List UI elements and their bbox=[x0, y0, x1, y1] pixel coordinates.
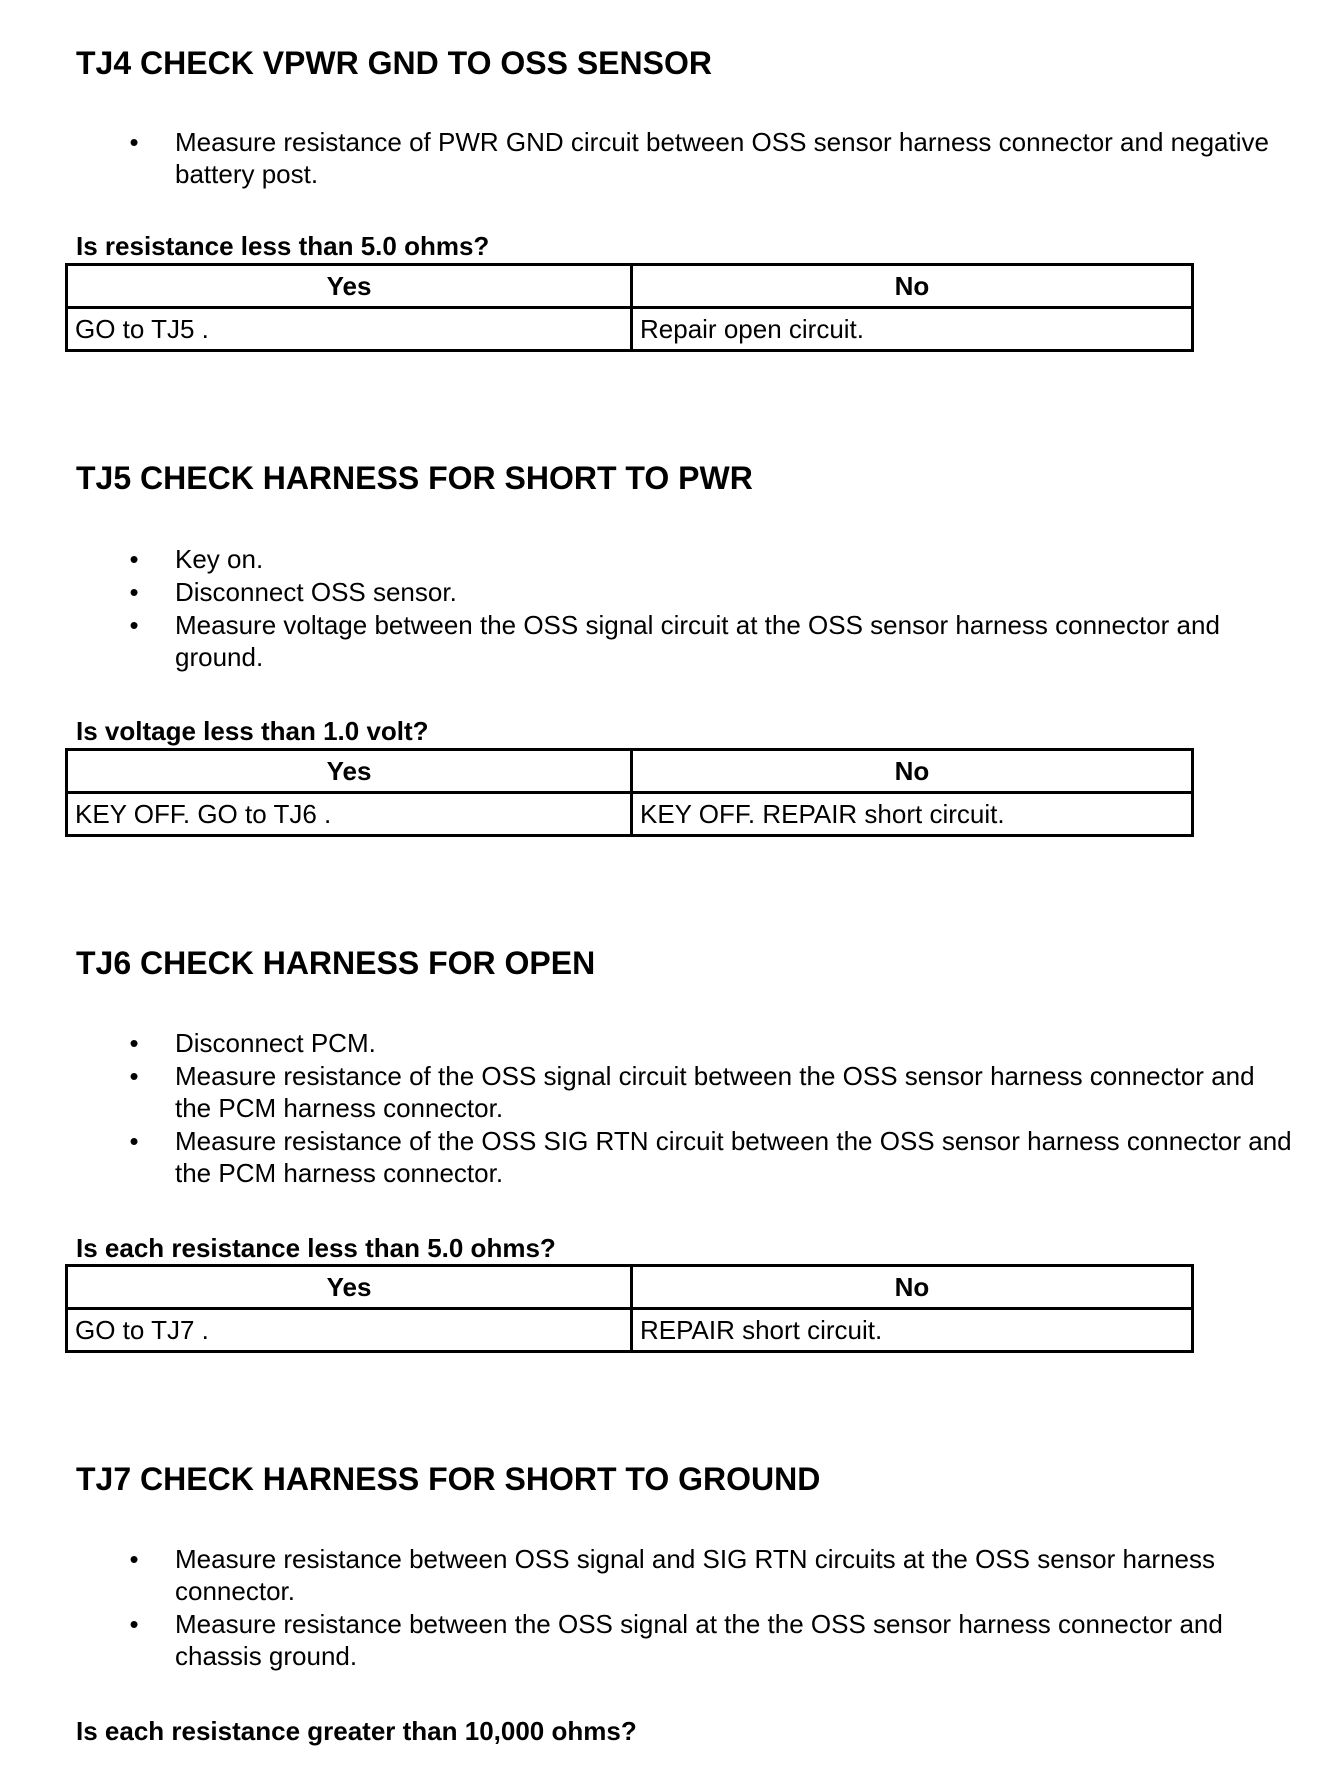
bullet-icon: • bbox=[129, 1061, 139, 1091]
bullet-icon: • bbox=[129, 1609, 139, 1639]
table-header-row bbox=[67, 750, 1193, 793]
bullet-icon: • bbox=[129, 1126, 139, 1156]
table-header-row bbox=[67, 1266, 1193, 1309]
yes-action: KEY OFF. GO to TJ6 . bbox=[67, 793, 632, 836]
steps-list-tj5 bbox=[127, 543, 1297, 674]
no-action: KEY OFF. REPAIR short circuit. bbox=[632, 793, 1193, 836]
step-text: Measure resistance between OSS signal and SIG RTN circuits at the OSS sensor harness connector. bbox=[175, 1544, 1215, 1606]
step-text: Measure voltage between the OSS signal circuit at the OSS sensor harness connector and ground. bbox=[175, 610, 1220, 672]
bullet-icon: • bbox=[129, 610, 139, 640]
section-title-tj6: TJ6 CHECK HARNESS FOR OPEN bbox=[76, 945, 596, 981]
question-tj7: Is each resistance greater than 10,000 ohms? bbox=[76, 1716, 637, 1746]
table-row bbox=[67, 308, 1193, 351]
step-text: Measure resistance of the OSS signal circuit between the OSS sensor harness connector and the PCM harness connector. bbox=[175, 1061, 1255, 1123]
list-item bbox=[127, 1608, 1297, 1672]
bullet-icon: • bbox=[129, 544, 139, 574]
no-header: No bbox=[632, 1266, 1193, 1309]
bullet-icon: • bbox=[129, 577, 139, 607]
question-tj5: Is voltage less than 1.0 volt? bbox=[76, 716, 429, 746]
yes-header: Yes bbox=[67, 750, 632, 793]
bullet-icon: • bbox=[129, 1028, 139, 1058]
answer-table-tj5 bbox=[65, 748, 1194, 837]
section-title-tj5: TJ5 CHECK HARNESS FOR SHORT TO PWR bbox=[76, 460, 753, 496]
list-item bbox=[127, 1125, 1297, 1189]
step-text: Key on. bbox=[175, 544, 264, 574]
list-item bbox=[127, 1027, 1297, 1059]
step-text: Measure resistance of PWR GND circuit between OSS sensor harness connector and negative battery post. bbox=[175, 127, 1269, 189]
yes-action: GO to TJ5 . bbox=[67, 308, 632, 351]
table-row bbox=[67, 1309, 1193, 1352]
list-item bbox=[127, 1543, 1297, 1607]
yes-header: Yes bbox=[67, 1266, 632, 1309]
no-action: Repair open circuit. bbox=[632, 308, 1193, 351]
answer-table-tj4 bbox=[65, 263, 1194, 352]
list-item bbox=[127, 1060, 1297, 1124]
table-header-row bbox=[67, 265, 1193, 308]
no-action: REPAIR short circuit. bbox=[632, 1309, 1193, 1352]
list-item bbox=[127, 609, 1297, 673]
list-item bbox=[127, 126, 1297, 190]
question-tj4: Is resistance less than 5.0 ohms? bbox=[76, 231, 490, 261]
no-header: No bbox=[632, 750, 1193, 793]
list-item bbox=[127, 543, 1297, 575]
yes-action: GO to TJ7 . bbox=[67, 1309, 632, 1352]
list-item bbox=[127, 576, 1297, 608]
steps-list-tj6 bbox=[127, 1027, 1297, 1190]
question-tj6: Is each resistance less than 5.0 ohms? bbox=[76, 1233, 556, 1263]
yes-header: Yes bbox=[67, 265, 632, 308]
table-row bbox=[67, 793, 1193, 836]
bullet-icon: • bbox=[129, 127, 139, 157]
bullet-icon: • bbox=[129, 1544, 139, 1574]
section-title-tj7: TJ7 CHECK HARNESS FOR SHORT TO GROUND bbox=[76, 1461, 821, 1497]
step-text: Measure resistance between the OSS signal at the the OSS sensor harness connector and chassis ground. bbox=[175, 1609, 1223, 1671]
answer-table-tj6 bbox=[65, 1264, 1194, 1353]
step-text: Disconnect PCM. bbox=[175, 1028, 376, 1058]
step-text: Measure resistance of the OSS SIG RTN circuit between the OSS sensor harness connector and the PCM harness connector. bbox=[175, 1126, 1292, 1188]
step-text: Disconnect OSS sensor. bbox=[175, 577, 457, 607]
steps-list-tj4 bbox=[127, 126, 1297, 191]
section-title-tj4: TJ4 CHECK VPWR GND TO OSS SENSOR bbox=[76, 45, 712, 81]
no-header: No bbox=[632, 265, 1193, 308]
steps-list-tj7 bbox=[127, 1543, 1297, 1673]
